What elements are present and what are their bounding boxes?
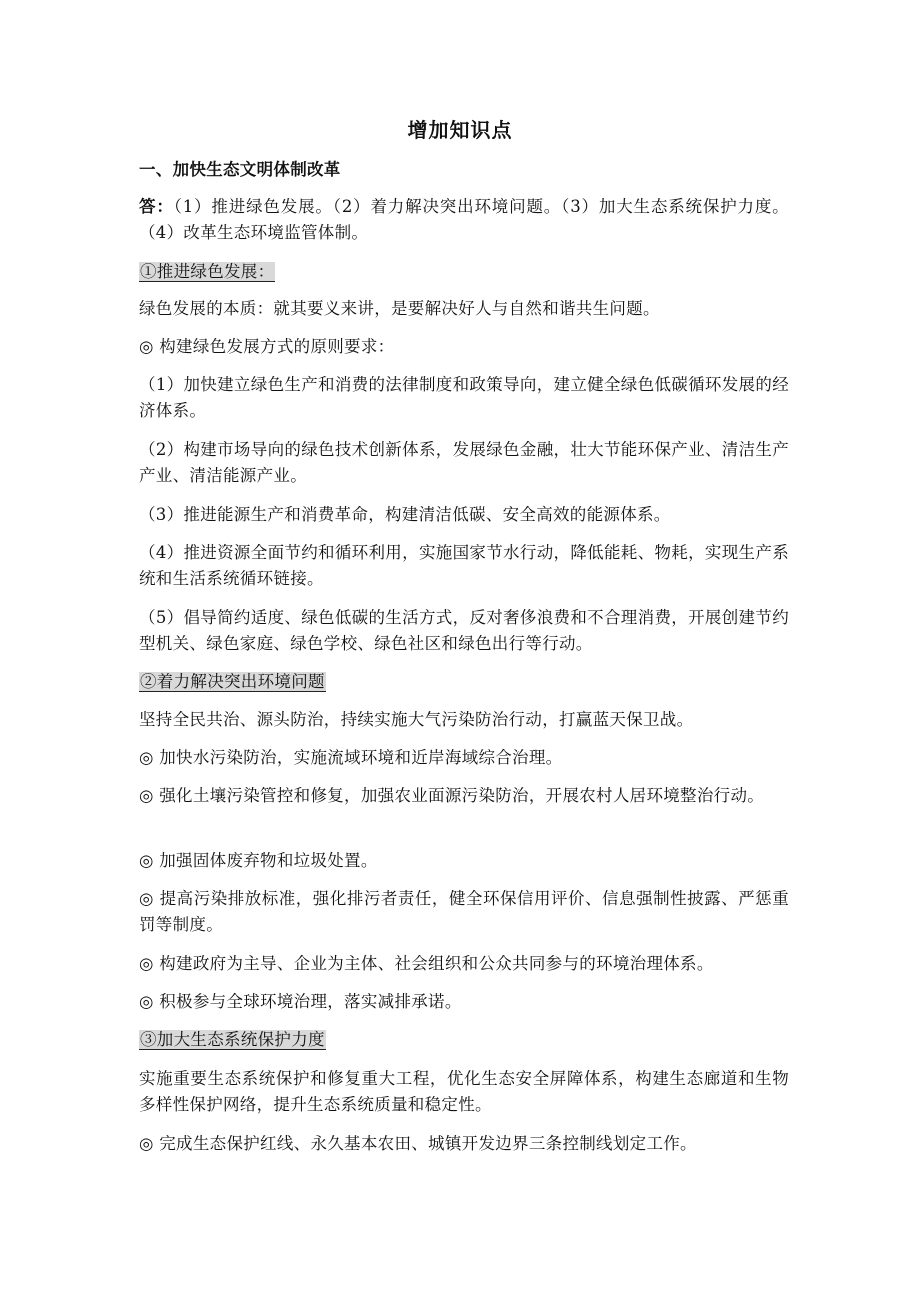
list-item: （2）构建市场导向的绿色技术创新体系，发展绿色金融，壮大节能环保产业、清洁生产产业、清洁能源产业。	[139, 440, 789, 485]
subheading-ecosystem	[139, 1027, 789, 1053]
bullet-item: ◎ 构建政府为主导、企业为主体、社会组织和公众共同参与的环境治理体系。	[139, 954, 714, 973]
bullet-item: ◎ 积极参与全球环境治理，落实减排承诺。	[139, 992, 462, 1011]
subheading-environment	[139, 669, 789, 695]
bullet-item: ◎ 强化土壤污染管控和修复，加强农业面源污染防治，开展农村人居环境整治行动。	[139, 786, 765, 805]
subheading-label: ③加大生态系统保护力度	[140, 1030, 325, 1049]
answer-text: （1）推进绿色发展。（2）着力解决突出环境问题。（3）加大生态系统保护力度。（4）改革生态环境监管体制。	[139, 197, 789, 242]
bullet-item: ◎ 加快水污染防治，实施流域环境和近岸海域综合治理。	[139, 748, 563, 767]
list-item: （3）推进能源生产和消费革命，构建清洁低碳、安全高效的能源体系。	[139, 505, 671, 524]
answer-label: 答：	[139, 197, 174, 216]
document-title: 增加知识点	[407, 118, 513, 142]
paragraph-principle: ◎ 构建绿色发展方式的原则要求：	[139, 337, 395, 356]
paragraph-ecosystem: 实施重要生态系统保护和修复重大工程，优化生态安全屏障体系，构建生态廊道和生物多样性保护网络，提升生态系统质量和稳定性。	[139, 1069, 789, 1114]
subheading-label: ①推进绿色发展：	[140, 262, 275, 281]
paragraph-essence: 绿色发展的本质：就其要义来讲，是要解决好人与自然和谐共生问题。	[139, 299, 660, 318]
list-item: （5）倡导简约适度、绿色低碳的生活方式，反对奢侈浪费和不合理消费，开展创建节约型机关、绿色家庭、绿色学校、绿色社区和绿色出行等行动。	[139, 608, 789, 653]
paragraph-air: 坚持全民共治、源头防治，持续实施大气污染防治行动，打赢蓝天保卫战。	[139, 710, 694, 729]
bullet-item: ◎ 提高污染排放标准，强化排污者责任，健全环保信用评价、信息强制性披露、严惩重罚等制度。	[139, 889, 789, 934]
list-item: （1）加快建立绿色生产和消费的法律制度和政策导向，建立健全绿色低碳循环发展的经济体系。	[139, 375, 789, 420]
section-heading: 一、加快生态文明体制改革	[139, 160, 341, 179]
bullet-item: ◎ 完成生态保护红线、永久基本农田、城镇开发边界三条控制线划定工作。	[139, 1134, 697, 1153]
subheading-label: ②着力解决突出环境问题	[140, 672, 325, 691]
subheading-green-development	[139, 259, 789, 285]
answer-paragraph	[139, 194, 789, 246]
bullet-item: ◎ 加强固体废弃物和垃圾处置。	[139, 851, 378, 870]
list-item: （4）推进资源全面节约和循环利用，实施国家节水行动，降低能耗、物耗，实现生产系统和生活系统循环链接。	[139, 543, 789, 588]
